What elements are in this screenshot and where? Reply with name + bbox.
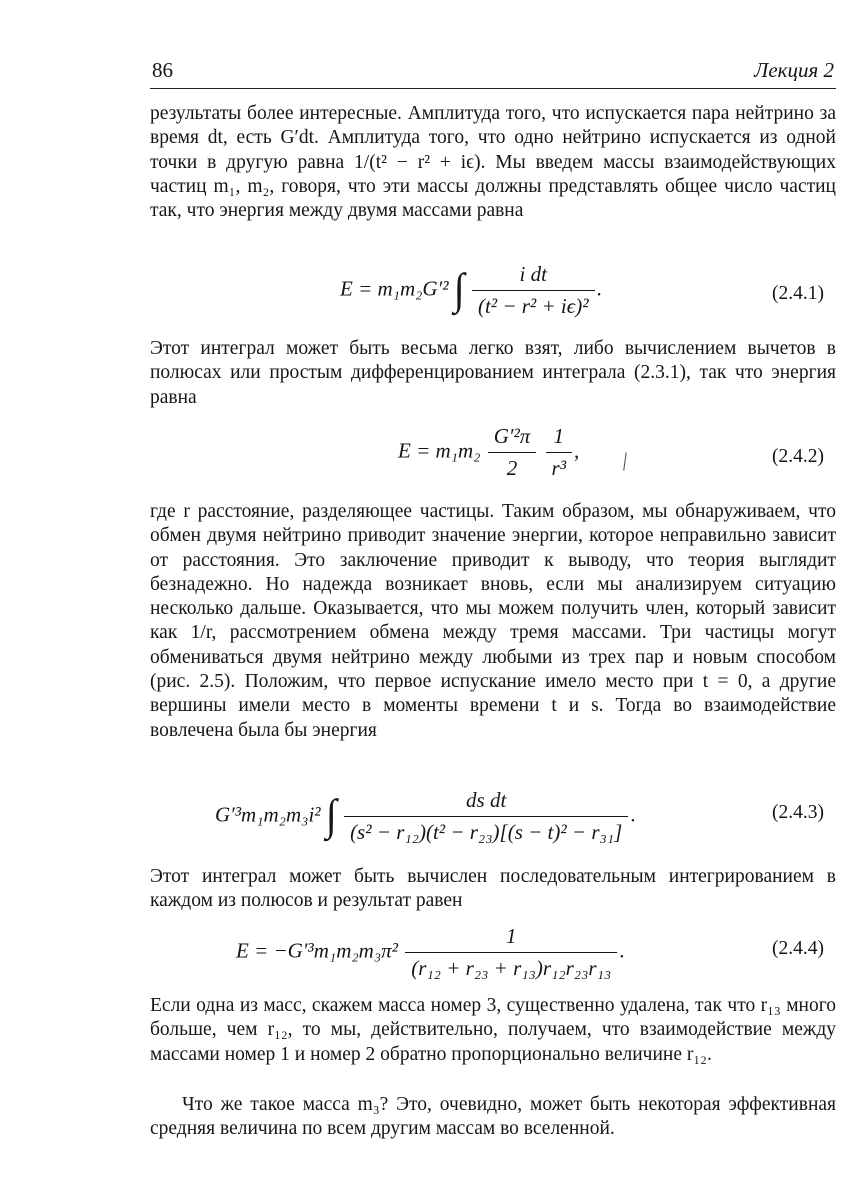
page-number: 86	[152, 58, 173, 82]
scan-artifact-mark: ╲	[616, 453, 632, 472]
equation-2-4-3	[215, 788, 636, 845]
eq1-fraction	[472, 262, 595, 319]
eq2-numerator-2: 1	[553, 424, 564, 448]
eq4-fraction	[405, 924, 617, 981]
eq4-lhs: E = −G′³m₁m₂m₃π²	[236, 938, 398, 963]
eq2-lhs: E = m₁m₂	[398, 438, 481, 463]
eq2-denominator-2: r³	[546, 452, 572, 481]
equation-number-2-4-4: (2.4.4)	[772, 938, 824, 959]
eq3-numerator: ds dt	[466, 788, 507, 812]
eq3-denominator: (s² − r₁₂)(t² − r₂₃)[(s − t)² − r₃₁]	[344, 816, 628, 845]
equation-2-4-1	[340, 262, 602, 319]
paragraph-3: где r расстояние, разделяющее частицы. Таким образом, мы обнаруживаем, что обмен двумя нейтрино приводит значение энергии, которое неправильно зависит от расстояния. Это заключение приводит к выводу, что теория выглядит безнадежно. Но надежда возникает вновь, если мы анализируем ситуацию несколько дальше. Оказывается, что мы можем получить член, который зависит как 1/r, рассмотрением обмена между тремя массами. Три частицы могут обмениваться двумя нейтрино между любыми из трех пар и новым способом (рис. 2.5). Положим, что первое испускание имело место при t = 0, а другие вершины имели место в моменты времени t и s. Тогда во взаимодействие вовлечена была бы энергия	[150, 501, 836, 741]
paragraph-2: Этот интеграл может быть весьма легко взят, либо вычислением вычетов в полюсах или простым дифференцированием интеграла (2.3.1), так что энергия равна	[150, 338, 836, 408]
equation-number-2-4-2: (2.4.2)	[772, 446, 824, 467]
eq4-numerator: 1	[505, 924, 517, 948]
eq1-denominator: (t² − r² + iϵ)²	[472, 290, 595, 319]
equation-number-2-4-1: (2.4.1)	[772, 283, 824, 304]
eq3-fraction	[344, 788, 628, 845]
running-head: Лекция 2	[754, 58, 834, 82]
eq3-tail: .	[630, 802, 636, 827]
eq2-fraction-2	[546, 424, 572, 481]
eq1-lhs: E = m₁m₂G′²	[340, 276, 449, 301]
paragraph-1: результаты более интересные. Амплитуда того, что испускается пара нейтрино за время dt, есть G′dt. Амплитуда того, что одно нейтрино испускается из одной точки в другую равна 1/(t² − r² + iϵ). Мы введем массы взаимодействующих частиц m₁, m₂, говоря, что эти массы должны представлять общее число частиц так, что энергия между двумя массами равна	[150, 103, 836, 222]
paragraph-5: Если одна из масс, скажем масса номер 3, существенно удалена, так что r₁₃ много больше, чем r₁₂, то мы, действительно, получаем, что взаимодействие между массами номер 1 и номер 2 обратно пропорционально величине r₁₂.	[150, 995, 836, 1065]
eq3-integral-sign: ∫	[325, 789, 337, 840]
eq1-numerator: i dt	[519, 262, 547, 286]
eq1-tail: .	[596, 276, 602, 301]
eq2-numerator-1: G′²π	[493, 424, 531, 448]
eq4-denominator: (r₁₂ + r₂₃ + r₁₃)r₁₂r₂₃r₁₃	[405, 952, 617, 981]
page-header	[150, 58, 836, 89]
eq2-fraction-1	[488, 424, 537, 481]
eq4-tail: .	[619, 938, 625, 963]
eq3-lhs: G′³m₁m₂m₃i²	[215, 802, 321, 827]
eq2-tail: ,	[573, 438, 580, 463]
eq1-integral-sign: ∫	[453, 263, 465, 314]
equation-2-4-4	[236, 924, 624, 981]
equation-2-4-2	[398, 424, 579, 481]
equation-number-2-4-3: (2.4.3)	[772, 802, 824, 823]
paragraph-4: Этот интеграл может быть вычислен последовательным интегрированием в каждом из полюсов и результат равен	[150, 866, 836, 912]
paragraph-6: Что же такое масса m₃? Это, очевидно, может быть некоторая эффективная средняя величина по всем другим массам во вселенной.	[150, 1094, 836, 1140]
eq2-denominator-1: 2	[488, 452, 537, 481]
